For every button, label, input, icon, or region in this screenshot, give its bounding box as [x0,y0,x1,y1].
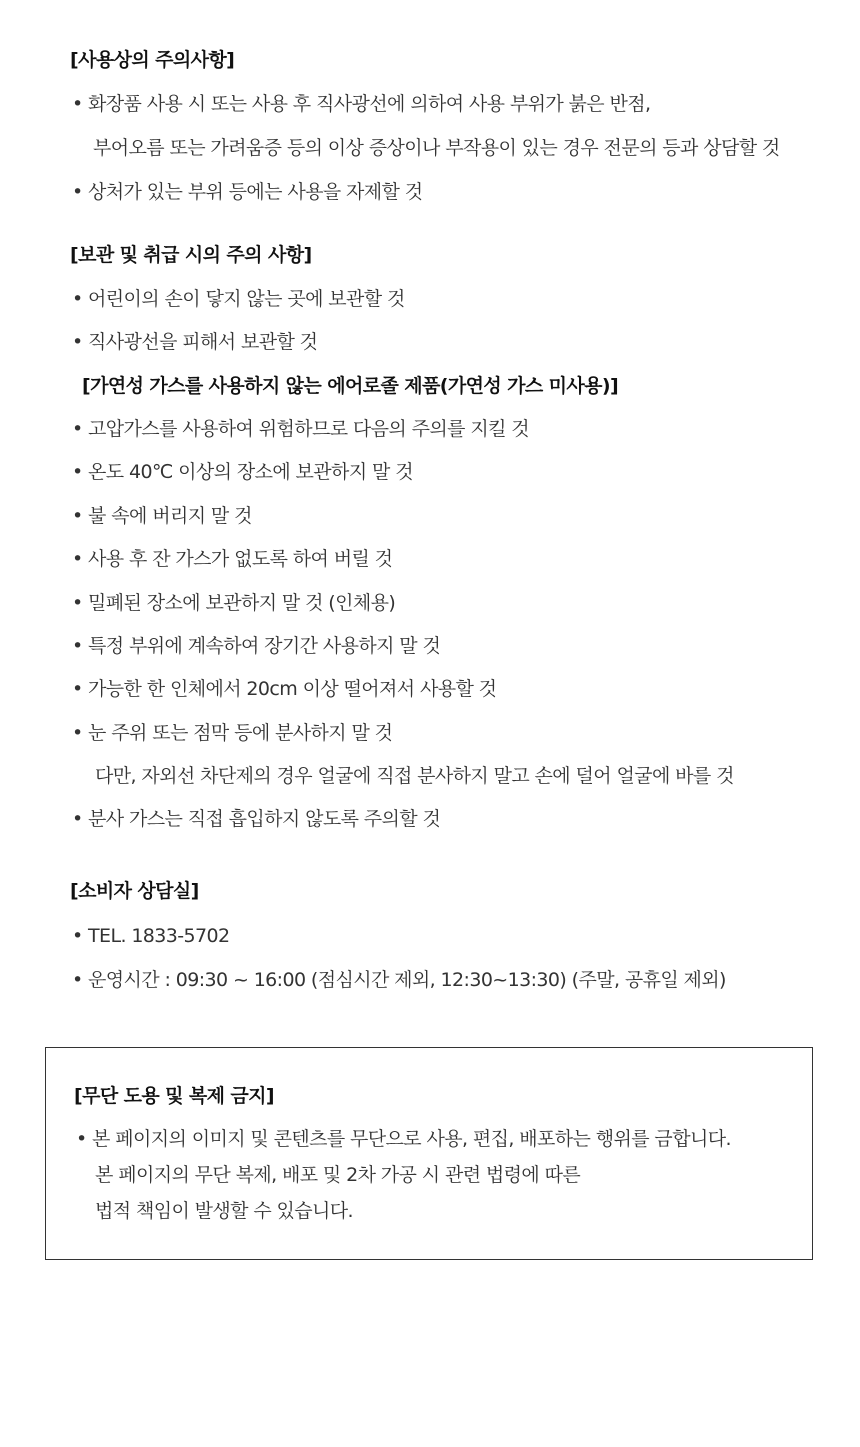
aerosol-item: • 특정 부위에 계속하여 장기간 사용하지 말 것 [72,635,441,657]
usage-line-1: • 화장품 사용 시 또는 사용 후 직사광선에 의하여 사용 부위가 붉은 반점, [72,93,651,115]
storage-line-2: • 직사광선을 피해서 보관할 것 [72,331,318,353]
consumer-tel: • TEL. 1833-5702 [72,925,230,947]
storage-heading: [보관 및 취급 시의 주의 사항] [70,244,312,266]
aerosol-item: • 분사 가스는 직접 흡입하지 않도록 주의할 것 [72,808,441,830]
aerosol-item: • 가능한 한 인체에서 20cm 이상 떨어져서 사용할 것 [72,678,497,700]
aerosol-item: • 밀폐된 장소에 보관하지 말 것 (인체용) [72,592,396,614]
aerosol-item: • 사용 후 잔 가스가 없도록 하여 버릴 것 [72,548,393,570]
usage-heading: [사용상의 주의사항] [70,49,235,71]
notice-line-3: 법적 책임이 발생할 수 있습니다. [95,1200,354,1222]
notice-line-1: • 본 페이지의 이미지 및 콘텐츠를 무단으로 사용, 편집, 배포하는 행위를 금합니다. [76,1128,731,1150]
usage-line-2: 부어오름 또는 가려움증 등의 이상 증상이나 부작용이 있는 경우 전문의 등과 상담할 것 [93,137,780,159]
notice-box [45,1047,813,1260]
aerosol-item: • 눈 주위 또는 점막 등에 분사하지 말 것 [72,722,393,744]
aerosol-item-continuation: 다만, 자외선 차단제의 경우 얼굴에 직접 분사하지 말고 손에 덜어 얼굴에 바를 것 [95,765,734,787]
aerosol-item: • 고압가스를 사용하여 위험하므로 다음의 주의를 지킬 것 [72,418,530,440]
aerosol-item: • 불 속에 버리지 말 것 [72,505,252,527]
storage-line-1: • 어린이의 손이 닿지 않는 곳에 보관할 것 [72,288,405,310]
aerosol-item: • 온도 40℃ 이상의 장소에 보관하지 말 것 [72,461,413,483]
notice-line-2: 본 페이지의 무단 복제, 배포 및 2차 가공 시 관련 법령에 따른 [95,1164,581,1186]
usage-line-3: • 상처가 있는 부위 등에는 사용을 자제할 것 [72,181,423,203]
consumer-hours: • 운영시간 : 09:30 ~ 16:00 (점심시간 제외, 12:30~13:30) (주말, 공휴일 제외) [72,969,726,991]
aerosol-heading: [가연성 가스를 사용하지 않는 에어로졸 제품(가연성 가스 미사용)] [82,375,619,397]
notice-heading: [무단 도용 및 복제 금지] [74,1085,275,1107]
consumer-heading: [소비자 상담실] [70,880,199,902]
